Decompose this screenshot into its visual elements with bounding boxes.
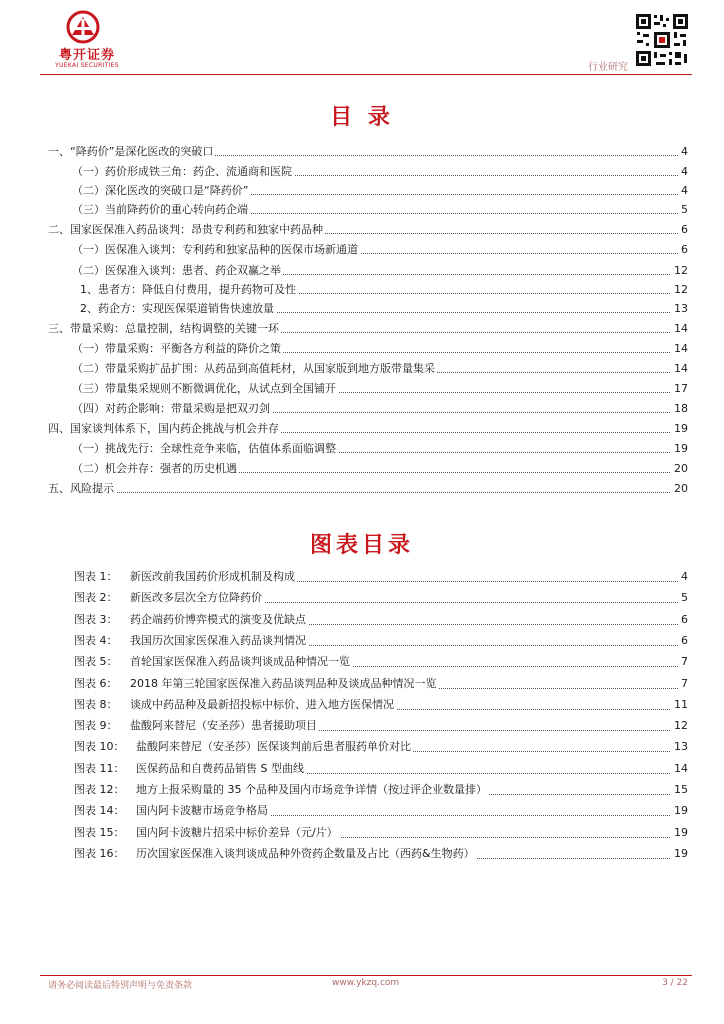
- toc-entry-page: 14: [671, 341, 688, 357]
- toc-entry-label: 三、带量采购：总量控制，结构调整的关键一环: [48, 322, 279, 335]
- toc-entry-label: （二）医保准入谈判：患者、药企双赢之举: [72, 264, 281, 277]
- figure-page: 15: [671, 781, 688, 799]
- toc-entry-label: 1、患者方：降低自付费用，提升药物可及性: [80, 283, 296, 296]
- website-link[interactable]: www.ykzq.com: [332, 978, 400, 988]
- figure-caption: 新医改多层次全方位降药价: [130, 589, 264, 607]
- figure-entry[interactable]: [74, 632, 688, 650]
- toc-entry-label: 2、药企方：实现医保渠道销售快速放量: [80, 302, 274, 315]
- toc-entry-page: 14: [671, 361, 688, 377]
- yuekai-logo-icon: [66, 10, 100, 44]
- figure-entry[interactable]: [74, 845, 688, 863]
- figure-page: 19: [671, 845, 688, 863]
- figure-entry[interactable]: [74, 568, 688, 586]
- figure-caption: 盐酸阿来替尼（安圣莎）医保谈判前后患者服药单价对比: [136, 738, 413, 756]
- figure-caption: 我国历次国家医保准入药品谈判情况: [130, 632, 308, 650]
- qr-code-icon: [634, 12, 690, 68]
- figure-page: 19: [671, 824, 688, 842]
- figure-caption: 国内阿卡波糖市场竞争格局: [136, 802, 270, 820]
- disclaimer-link[interactable]: 请务必阅读最后特别声明与免责条款: [48, 981, 193, 991]
- figure-page: 6: [678, 632, 688, 650]
- toc-entry[interactable]: [48, 481, 688, 497]
- toc-entry-page: 5: [678, 202, 688, 218]
- figure-entry[interactable]: [74, 589, 688, 607]
- toc-leader-dots: [48, 492, 678, 493]
- toc-entry-label: （二）机会并存：强者的历史机遇: [72, 462, 237, 475]
- figure-caption: 医保药品和自费药品销售 S 型曲线: [136, 760, 306, 778]
- figure-number: 图表 1：: [74, 570, 118, 583]
- figure-entry[interactable]: [74, 696, 688, 714]
- toc-entry-page: 18: [671, 401, 688, 417]
- toc-entry[interactable]: [48, 282, 688, 298]
- toc-entry-label: （二）深化医改的突破口是“降药价”: [72, 184, 249, 197]
- figure-caption: 药企端药价博弈模式的演变及优缺点: [130, 611, 308, 629]
- figure-page: 7: [678, 675, 688, 693]
- figure-number: 图表 9：: [74, 719, 118, 732]
- figure-caption: 首轮国家医保准入药品谈判谈成品种情况一览: [130, 653, 352, 671]
- toc-entry[interactable]: [48, 381, 688, 397]
- figure-page: 6: [678, 611, 688, 629]
- figure-number: 图表 10：: [74, 740, 125, 753]
- figure-caption: 历次国家医保准入谈判谈成品种外资药企数量及占比（西药&生物药）: [136, 845, 477, 863]
- toc-entry[interactable]: [48, 202, 688, 218]
- figure-entry[interactable]: [74, 675, 688, 693]
- figure-number: 图表 2：: [74, 591, 118, 604]
- figure-caption: 谈成中药品种及最新招投标中标价、进入地方医保情况: [130, 696, 396, 714]
- toc-entry[interactable]: [48, 164, 688, 180]
- toc-entry-label: 五、风险提示: [48, 482, 114, 495]
- toc-entry-page: 17: [671, 381, 688, 397]
- toc-entry[interactable]: [48, 461, 688, 477]
- figure-entry[interactable]: [74, 611, 688, 629]
- figure-page: 4: [678, 568, 688, 586]
- toc-entry[interactable]: [48, 263, 688, 279]
- toc-entry-label: 二、国家医保准入药品谈判：昂贵专利药和独家中药品种: [48, 223, 323, 236]
- figure-entry[interactable]: [74, 653, 688, 671]
- toc-entry[interactable]: [48, 242, 688, 258]
- toc-entry-page: 20: [671, 481, 688, 497]
- toc-entry-page: 6: [678, 242, 688, 258]
- figure-caption: 地方上报采购量的 35 个品种及国内市场竞争详情（按过评企业数量排）: [136, 781, 489, 799]
- toc-entry-page: 19: [671, 421, 688, 437]
- figure-list-title: 图表目录: [309, 533, 414, 558]
- figure-number: 图表 6：: [74, 677, 118, 690]
- toc-entry-page: 14: [671, 321, 688, 337]
- figure-page: 7: [678, 653, 688, 671]
- page-indicator: 3 / 22: [662, 978, 688, 988]
- toc-entry[interactable]: [48, 361, 688, 377]
- report-type-label: 行业研究: [588, 62, 628, 73]
- toc-title: 目 录: [330, 105, 394, 130]
- logo-english-name: YUEKAI SECURITIES: [55, 62, 119, 69]
- figure-number: 图表 11：: [74, 762, 125, 775]
- toc-entry-label: （三）当前降药价的重心转向药企端: [72, 203, 248, 216]
- toc-entry[interactable]: [48, 183, 688, 199]
- header-divider: [40, 74, 692, 75]
- toc-entry[interactable]: [48, 222, 688, 238]
- figure-number: 图表 16：: [74, 847, 125, 860]
- figure-entry[interactable]: [74, 802, 688, 820]
- figure-caption: 新医改前我国药价形成机制及构成: [130, 568, 297, 586]
- figure-caption: 盐酸阿来替尼（安圣莎）患者援助项目: [130, 717, 319, 735]
- toc-entry-label: （二）带量采购扩品扩围：从药品到高值耗材，从国家版到地方版带量集采: [72, 362, 435, 375]
- toc-entry[interactable]: [48, 301, 688, 317]
- figure-entry[interactable]: [74, 824, 688, 842]
- figure-number: 图表 4：: [74, 634, 118, 647]
- toc-entry[interactable]: [48, 341, 688, 357]
- toc-entry[interactable]: [48, 401, 688, 417]
- toc-entry-page: 6: [678, 222, 688, 238]
- figure-entry[interactable]: [74, 760, 688, 778]
- figure-number: 图表 5：: [74, 655, 118, 668]
- figure-number: 图表 3：: [74, 613, 118, 626]
- toc-entry-page: 4: [678, 144, 688, 160]
- figure-number: 图表 14：: [74, 804, 125, 817]
- footer-divider: [40, 975, 692, 976]
- toc-entry[interactable]: [48, 441, 688, 457]
- figure-page: 19: [671, 802, 688, 820]
- figure-entry[interactable]: [74, 738, 688, 756]
- figure-page: 14: [671, 760, 688, 778]
- toc-entry-label: 四、国家谈判体系下，国内药企挑战与机会并存: [48, 422, 279, 435]
- toc-entry-label: （三）带量集采规则不断微调优化，从试点到全国铺开: [72, 382, 336, 395]
- figure-page: 11: [671, 696, 688, 714]
- toc-entry-page: 20: [671, 461, 688, 477]
- figure-number: 图表 15：: [74, 826, 125, 839]
- figure-page: 13: [671, 738, 688, 756]
- figure-entry[interactable]: [74, 781, 688, 799]
- toc-entry[interactable]: [48, 421, 688, 437]
- toc-entry-page: 13: [671, 301, 688, 317]
- toc-entry-label: （一）医保准入谈判：专利药和独家品种的医保市场新通道: [72, 243, 358, 256]
- figure-caption: 国内阿卡波糖片招采中标价差异（元/片）: [136, 824, 340, 842]
- toc-entry-page: 12: [671, 263, 688, 279]
- toc-entry-page: 12: [671, 282, 688, 298]
- toc-entry-page: 4: [678, 183, 688, 199]
- toc-entry-label: （一）药价形成铁三角：药企、流通商和医院: [72, 165, 292, 178]
- toc-entry-label: 一、“降药价”是深化医改的突破口: [48, 145, 214, 158]
- toc-entry[interactable]: [48, 144, 688, 160]
- toc-entry-page: 19: [671, 441, 688, 457]
- logo-chinese-name: 粤开证券: [58, 48, 115, 63]
- figure-page: 5: [678, 589, 688, 607]
- figure-entry[interactable]: [74, 717, 688, 735]
- figure-number: 图表 12：: [74, 783, 125, 796]
- figure-page: 12: [671, 717, 688, 735]
- figure-number: 图表 8：: [74, 698, 118, 711]
- toc-entry[interactable]: [48, 321, 688, 337]
- figure-caption: 2018 年第三轮国家医保准入药品谈判品种及谈成品种情况一览: [130, 675, 439, 693]
- toc-entry-label: （一）挑战先行：全球性竞争来临，估值体系面临调整: [72, 442, 336, 455]
- toc-entry-label: （一）带量采购：平衡各方利益的降价之策: [72, 342, 281, 355]
- toc-entry-label: （四）对药企影响：带量采购是把双刃剑: [72, 402, 270, 415]
- toc-entry-page: 4: [678, 164, 688, 180]
- company-logo: [48, 10, 126, 68]
